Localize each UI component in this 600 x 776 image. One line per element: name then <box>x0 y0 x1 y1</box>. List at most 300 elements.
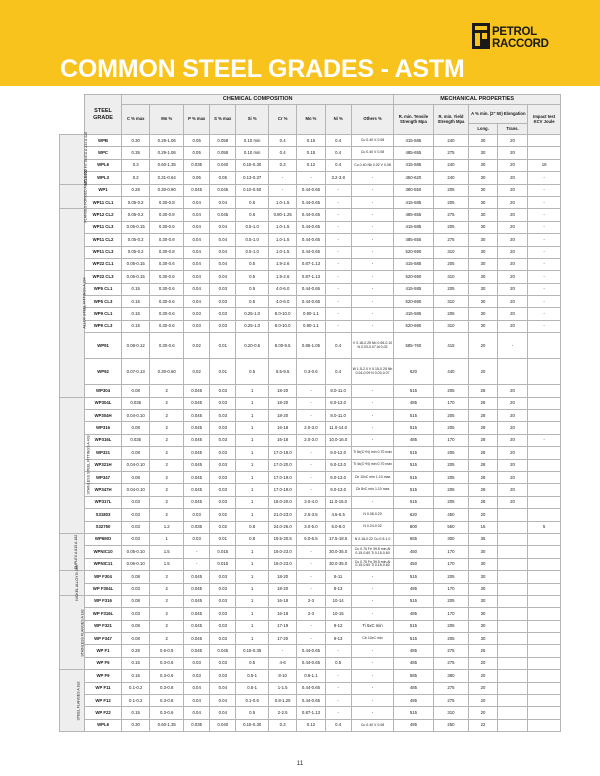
cell-c: 0.28 <box>122 645 150 657</box>
cell-s: 0.02 <box>210 509 236 521</box>
cell-mo: 3.0-4.0 <box>297 496 325 508</box>
cell-si: 1 <box>236 434 269 446</box>
cell-cr: 0.4 <box>269 147 297 159</box>
cell-p: 0.045 <box>184 459 210 471</box>
cell-c: 0.05-0.2 <box>122 234 150 246</box>
cell-cr: 8.0-10.0 <box>269 320 297 332</box>
cell-si: 0.5 <box>236 271 269 283</box>
cell-yield: 205 <box>433 258 469 270</box>
cell-c: 0.08 <box>122 471 150 483</box>
cell-yield: 310 <box>433 271 469 283</box>
cell-others: N 0.08-0.20 <box>351 509 394 521</box>
cell-cr: 18-20 <box>269 397 297 409</box>
table-row <box>60 670 561 682</box>
cell-p: 0.045 <box>184 633 210 645</box>
cell-c: 0.08 <box>122 633 150 645</box>
cell-tensile: 520-690 <box>394 246 433 258</box>
cell-trans <box>497 571 527 583</box>
cell-grade: WP F316L <box>85 608 122 620</box>
cell-impact: - <box>528 296 561 308</box>
cell-p: 0.03 <box>184 308 210 320</box>
cell-mo: - <box>297 471 325 483</box>
cell-mo: 0.87-1.13 <box>297 258 325 270</box>
cell-grade: WPNIC10 <box>85 546 122 558</box>
cell-others: - <box>351 608 394 620</box>
cell-cr: 2-2.5 <box>269 707 297 719</box>
cell-grade: WPB <box>85 135 122 147</box>
cell-c: 0.03 <box>122 533 150 545</box>
logo-line-1: PETROL <box>492 26 537 38</box>
cell-impact <box>528 558 561 570</box>
cell-c: 0.08 <box>122 595 150 607</box>
cell-cr: 0.4 <box>269 135 297 147</box>
cell-tensile: 515 <box>394 595 433 607</box>
cell-long: 20 <box>469 359 497 385</box>
cell-yield: 205 <box>433 196 469 208</box>
cell-p: 0.035 <box>184 719 210 731</box>
table-row <box>60 645 561 657</box>
cell-s: 0.05 <box>210 172 236 184</box>
cell-long: 30 <box>469 558 497 570</box>
cell-trans: 20 <box>497 209 527 221</box>
cell-mo: 0.12 <box>297 159 325 171</box>
cell-others: - <box>351 221 394 233</box>
table-row <box>60 471 561 483</box>
cell-si: 0.6 <box>236 209 269 221</box>
cell-si: 0.5-1 <box>236 682 269 694</box>
cell-mn: 2 <box>150 509 184 521</box>
cell-p: - <box>184 546 210 558</box>
cell-p: 0.02 <box>184 333 210 359</box>
cell-p: 0.05 <box>184 172 210 184</box>
cell-si: 1 <box>236 558 269 570</box>
cell-long: 30 <box>469 234 497 246</box>
cell-c: 0.1-0.2 <box>122 695 150 707</box>
cell-ni: 0.4 <box>325 333 351 359</box>
cell-mn: 0.3-0.8 <box>150 682 184 694</box>
cell-mo: 0.15 <box>297 147 325 159</box>
cell-c: 0.03 <box>122 496 150 508</box>
cell-cr: 17-20 <box>269 633 297 645</box>
cell-ni: 8-11 <box>325 571 351 583</box>
cell-si: 0.5 <box>236 258 269 270</box>
cell-impact <box>528 670 561 682</box>
cell-c: 0.04-0.10 <box>122 484 150 496</box>
cell-ni: - <box>325 308 351 320</box>
cell-mo: - <box>297 397 325 409</box>
cell-mn: 0.30-0.6 <box>150 258 184 270</box>
cell-trans: 20 <box>497 484 527 496</box>
cell-others: - <box>351 670 394 682</box>
cell-tensile: 450 <box>394 558 433 570</box>
cell-c: 0.05-0.2 <box>122 209 150 221</box>
col-header-impact: Impact test KCV Joule <box>528 105 561 135</box>
cell-p: 0.03 <box>184 657 210 669</box>
cell-long: 28 <box>469 422 497 434</box>
cell-s: 0.03 <box>210 471 236 483</box>
cell-mn: 2 <box>150 422 184 434</box>
cell-cr: 8.0-10.0 <box>269 308 297 320</box>
cell-tensile: 515 <box>394 496 433 508</box>
group-label <box>60 533 85 570</box>
cell-mn: 0.31-0.64 <box>150 172 184 184</box>
cell-grade: WP347H <box>85 484 122 496</box>
cell-s: 0.04 <box>210 196 236 208</box>
cell-si: 0.5 <box>236 657 269 669</box>
cell-p: 0.04 <box>184 258 210 270</box>
cell-s: 0.058 <box>210 147 236 159</box>
page-number: 11 <box>296 760 304 767</box>
cell-tensile: 515 <box>394 422 433 434</box>
cell-si: 0.5-1.0 <box>236 234 269 246</box>
cell-tensile: 485 <box>394 608 433 620</box>
cell-impact <box>528 657 561 669</box>
cell-c: 0.15 <box>122 283 150 295</box>
cell-impact <box>528 707 561 719</box>
cell-long: 28 <box>469 397 497 409</box>
cell-trans <box>497 583 527 595</box>
cell-ni: 4.5-6.5 <box>325 509 351 521</box>
cell-tensile: 800 <box>394 521 433 533</box>
cell-ni: - <box>325 707 351 719</box>
cell-ni: - <box>325 234 351 246</box>
cell-grade: WP F5 <box>85 657 122 669</box>
cell-ni: 11.0-15.0 <box>325 496 351 508</box>
cell-impact <box>528 719 561 731</box>
chemical-composition-header: CHEMICAL COMPOSITION <box>122 95 394 105</box>
table-row <box>60 633 561 645</box>
cell-mo: 0.44-0.65 <box>297 221 325 233</box>
table-row <box>60 459 561 471</box>
cell-cr: 4-6 <box>269 657 297 669</box>
cell-ni: 9.0-13.0 <box>325 459 351 471</box>
cell-yield: 250 <box>433 719 469 731</box>
cell-grade: WP316 <box>85 422 122 434</box>
cell-grade: WP11 CL3 <box>85 246 122 258</box>
cell-s: 0.01 <box>210 533 236 545</box>
cell-si: 1 <box>236 410 269 422</box>
cell-others: Cu 0.40 V 0.08 <box>351 719 394 731</box>
cell-si: 0.5 <box>236 359 269 385</box>
cell-impact: - <box>528 258 561 270</box>
cell-s: 0.03 <box>210 308 236 320</box>
cell-tensile: 415-585 <box>394 308 433 320</box>
cell-cr: 19.5-20.5 <box>269 533 297 545</box>
cell-c: 0.30 <box>122 135 150 147</box>
cell-si: 0.8 <box>236 533 269 545</box>
cell-p: 0.045 <box>184 447 210 459</box>
cell-c: 0.06-0.10 <box>122 558 150 570</box>
cell-mn: 2 <box>150 471 184 483</box>
cell-mn: 2 <box>150 595 184 607</box>
logo-line-2: RACCORD <box>492 38 549 50</box>
cell-long: 30 <box>469 308 497 320</box>
cell-impact <box>528 695 561 707</box>
cell-mo: - <box>297 385 325 397</box>
table-body <box>60 132 561 732</box>
cell-mo: 0.12 <box>297 719 325 731</box>
table-row <box>60 283 561 295</box>
cell-s: 0.03 <box>210 296 236 308</box>
cell-tensile: 415-585 <box>394 196 433 208</box>
cell-si: 1 <box>236 484 269 496</box>
table-row <box>60 147 561 159</box>
cell-si: 1 <box>236 471 269 483</box>
cell-si: 0.5 <box>236 707 269 719</box>
cell-cr: - <box>269 645 297 657</box>
cell-s: 0.04 <box>210 682 236 694</box>
cell-others: Cb 10xC min <box>351 633 394 645</box>
cell-mo: 2.0-3.0 <box>297 434 325 446</box>
cell-mn: 0.30-0.90 <box>150 184 184 196</box>
cell-cr: 1.9-2.6 <box>269 271 297 283</box>
cell-tensile: 450 <box>394 546 433 558</box>
cell-ni: 9.0-13.0 <box>325 484 351 496</box>
table-row <box>60 359 561 385</box>
cell-p: 0.045 <box>184 496 210 508</box>
cell-ni: 10-14 <box>325 595 351 607</box>
cell-s: 0.03 <box>210 571 236 583</box>
cell-mo: - <box>297 410 325 422</box>
cell-others: - <box>351 172 394 184</box>
cell-trans: 20 <box>497 283 527 295</box>
cell-c: 0.08 <box>122 620 150 632</box>
cell-p: 0.035 <box>184 159 210 171</box>
cell-si: 0.13-0.37 <box>236 172 269 184</box>
cell-ni: 3.2-3.8 <box>325 172 351 184</box>
cell-mn: 2 <box>150 434 184 446</box>
cell-trans: 20 <box>497 422 527 434</box>
table-row <box>60 707 561 719</box>
cell-long: 30 <box>469 296 497 308</box>
cell-others: Ti 5x(C+N) min 0.70 max <box>351 447 394 459</box>
group-label-text: DUPLEX A 815 A 182 <box>74 534 79 570</box>
cell-cr: 1.0-1.5 <box>269 196 297 208</box>
cell-s: 0.04 <box>210 234 236 246</box>
cell-tensile: 585-760 <box>394 333 433 359</box>
cell-trans: 20 <box>497 135 527 147</box>
cell-tensile: 485 <box>394 657 433 669</box>
cell-grade: WP304 <box>85 385 122 397</box>
cell-trans <box>497 558 527 570</box>
table-row <box>60 246 561 258</box>
cell-trans <box>497 670 527 682</box>
cell-s: 0.03 <box>210 434 236 446</box>
cell-grade: WP5 CL3 <box>85 296 122 308</box>
group-label <box>60 595 85 669</box>
cell-tensile: 585 <box>394 670 433 682</box>
cell-mn: 2 <box>150 583 184 595</box>
cell-mo: - <box>297 546 325 558</box>
cell-cr: 1-1.5 <box>269 682 297 694</box>
cell-si: 1 <box>236 422 269 434</box>
cell-c: 0.05-0.10 <box>122 546 150 558</box>
cell-si: 1 <box>236 546 269 558</box>
cell-cr: 18-20 <box>269 410 297 422</box>
cell-long: 20 <box>469 509 497 521</box>
cell-cr: 4.0-6.0 <box>269 283 297 295</box>
cell-ni: 8.0-11.0 <box>325 385 351 397</box>
cell-p: 0.03 <box>184 320 210 332</box>
cell-others: Cu 0.40 V 0.08 <box>351 147 394 159</box>
cell-p: 0.045 <box>184 385 210 397</box>
table-row <box>60 196 561 208</box>
cell-yield: 205 <box>433 283 469 295</box>
cell-grade: WP F321 <box>85 620 122 632</box>
cell-grade: WP22 CL1 <box>85 258 122 270</box>
cell-others: - <box>351 385 394 397</box>
group-label <box>60 397 91 533</box>
cell-cr: 21.0-23.0 <box>269 509 297 521</box>
cell-long: 28 <box>469 459 497 471</box>
cell-s: 0.03 <box>210 657 236 669</box>
cell-tensile: 485 <box>394 682 433 694</box>
cell-ni: 0.4 <box>325 135 351 147</box>
cell-grade: WP22 CL3 <box>85 271 122 283</box>
cell-tensile: 415-585 <box>394 159 433 171</box>
cell-mn: 1.2 <box>150 521 184 533</box>
cell-si: 1 <box>236 571 269 583</box>
table-row <box>60 608 561 620</box>
cell-impact <box>528 571 561 583</box>
cell-p: 0.04 <box>184 695 210 707</box>
cell-long: 30 <box>469 159 497 171</box>
cell-mo: - <box>297 172 325 184</box>
cell-yield: 205 <box>433 620 469 632</box>
cell-c: 0.3 <box>122 159 150 171</box>
cell-c: 0.15 <box>122 320 150 332</box>
table-row <box>60 184 561 196</box>
cell-cr: 17-19 <box>269 620 297 632</box>
cell-yield: 205 <box>433 484 469 496</box>
cell-impact: - <box>528 320 561 332</box>
cell-tensile: 415-585 <box>394 258 433 270</box>
cell-long: 20 <box>469 682 497 694</box>
group-label-text: WELDING FITTINGS A 234 A 420 <box>84 132 89 187</box>
table-row <box>60 434 561 446</box>
cell-impact: 18 <box>528 159 561 171</box>
cell-yield: 380 <box>433 670 469 682</box>
cell-ni: 8-13 <box>325 583 351 595</box>
cell-p: 0.03 <box>184 670 210 682</box>
cell-long: 30 <box>469 258 497 270</box>
cell-long: 28 <box>469 410 497 422</box>
cell-long: 28 <box>469 484 497 496</box>
cell-others: - <box>351 583 394 595</box>
cell-s: 0.04 <box>210 221 236 233</box>
cell-long: 15 <box>469 521 497 533</box>
cell-mo: - <box>297 558 325 570</box>
cell-mo: 0.3-0.6 <box>297 359 325 385</box>
cell-grade: WP317L <box>85 496 122 508</box>
cell-p: 0.035 <box>184 521 210 533</box>
cell-p: 0.02 <box>184 359 210 385</box>
cell-grade: WP11 CL2 <box>85 234 122 246</box>
cell-si: 0.10-0.50 <box>236 184 269 196</box>
cell-mo: 0.44-0.65 <box>297 246 325 258</box>
table-row <box>60 595 561 607</box>
cell-impact: - <box>528 246 561 258</box>
cell-cr: 18-20 <box>269 385 297 397</box>
cell-long: 30 <box>469 595 497 607</box>
cell-c: 0.08 <box>122 385 150 397</box>
cell-grade: WP347 <box>85 471 122 483</box>
cell-yield: 170 <box>433 397 469 409</box>
cell-mn: 0.3-0.6 <box>150 670 184 682</box>
cell-p: 0.03 <box>184 533 210 545</box>
table-row <box>60 571 561 583</box>
cell-yield: 205 <box>433 459 469 471</box>
table-row <box>60 719 561 731</box>
cell-ni: 9-13 <box>325 633 351 645</box>
cell-cr: 17.0-20.0 <box>269 459 297 471</box>
cell-yield: 275 <box>433 147 469 159</box>
table-row <box>60 533 561 545</box>
cell-c: 0.05-0.15 <box>122 221 150 233</box>
cell-tensile: 485 <box>394 397 433 409</box>
col-header-long: Long. <box>469 124 497 135</box>
cell-si: 1 <box>236 509 269 521</box>
cell-c: 0.05-0.15 <box>122 258 150 270</box>
cell-mn: 2 <box>150 447 184 459</box>
cell-mo: 0.44-0.65 <box>297 196 325 208</box>
cell-trans: 20 <box>497 271 527 283</box>
cell-mo: - <box>297 620 325 632</box>
cell-mn: 0.30-0.6 <box>150 271 184 283</box>
cell-p: 0.045 <box>184 484 210 496</box>
cell-c: 0.05-0.2 <box>122 196 150 208</box>
cell-tensile: 485 <box>394 434 433 446</box>
cell-cr: 18.0-20.0 <box>269 496 297 508</box>
cell-yield: 205 <box>433 595 469 607</box>
cell-ni: - <box>325 645 351 657</box>
cell-cr: 19.0-23.0 <box>269 546 297 558</box>
cell-yield: 275 <box>433 209 469 221</box>
cell-trans <box>497 707 527 719</box>
cell-impact <box>528 595 561 607</box>
table-row <box>60 620 561 632</box>
table-row <box>60 521 561 533</box>
cell-impact <box>528 471 561 483</box>
cell-mn: 2 <box>150 397 184 409</box>
cell-grade: WP F22 <box>85 707 122 719</box>
cell-trans: 20 <box>497 459 527 471</box>
cell-s: 0.03 <box>210 595 236 607</box>
cell-trans: 20 <box>497 496 527 508</box>
cell-cr: 0.80-1.25 <box>269 209 297 221</box>
cell-tensile: 515 <box>394 447 433 459</box>
cell-others: Cu 0.40 Nb 0.02 V 0.08 <box>351 159 394 171</box>
cell-trans: - <box>497 333 527 359</box>
table-row <box>60 320 561 332</box>
cell-long: 25 <box>469 645 497 657</box>
cell-tensile: 485-655 <box>394 209 433 221</box>
cell-si: 1 <box>236 583 269 595</box>
cell-impact <box>528 422 561 434</box>
cell-impact <box>528 620 561 632</box>
cell-long: 30 <box>469 571 497 583</box>
cell-s: 0.03 <box>210 620 236 632</box>
logo-mark-icon <box>472 23 490 49</box>
cell-yield: 170 <box>433 558 469 570</box>
cell-mn: 1.5 <box>150 558 184 570</box>
group-label <box>60 670 85 732</box>
cell-trans <box>497 533 527 545</box>
cell-cr: - <box>269 172 297 184</box>
cell-grade: S31803 <box>85 509 122 521</box>
cell-impact <box>528 410 561 422</box>
corner-cell <box>60 95 85 135</box>
